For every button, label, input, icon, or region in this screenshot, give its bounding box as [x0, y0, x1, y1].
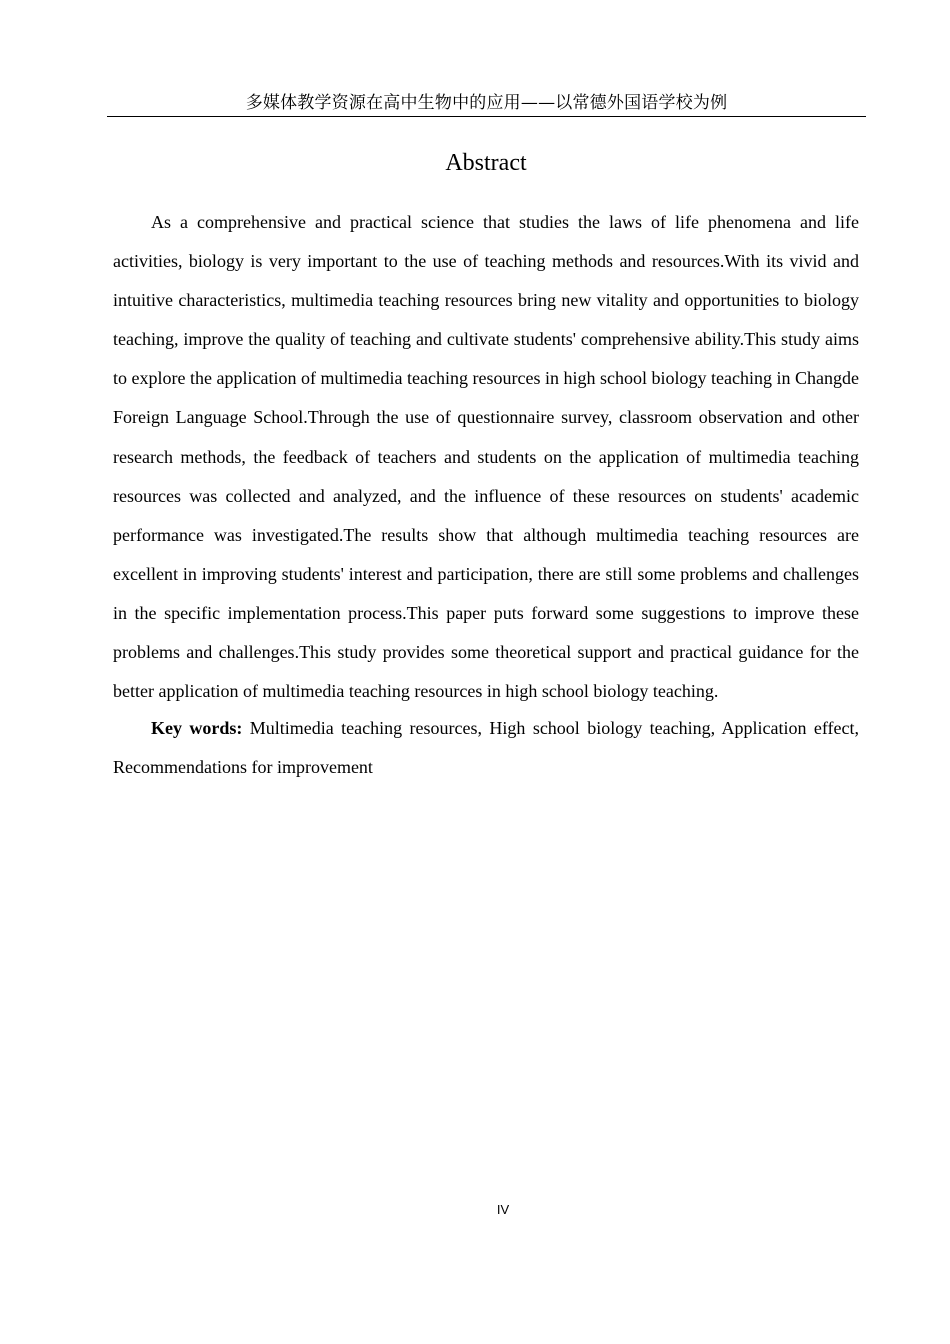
keywords-text: Multimedia teaching resources, High school biology teaching, Application effect, Recommendations for improvement [113, 718, 859, 778]
running-header-title: 多媒体教学资源在高中生物中的应用——以常德外国语学校为例 [245, 93, 728, 113]
page-number: IV [496, 1202, 510, 1217]
keywords-paragraph [113, 709, 859, 787]
running-header [107, 92, 866, 117]
keywords-label: Key words: [151, 718, 243, 739]
abstract-title: Abstract [445, 150, 527, 176]
abstract-body [113, 203, 859, 787]
abstract-paragraph: As a comprehensive and practical science that studies the laws of life phenomena and life activities, biology is very important to the use of teaching methods and resources.With its vivid and intuitive characteristics, multimedia teaching resources bring new vitality and opportunities to biology teaching, improve the quality of teaching and cultivate students' comprehensive ability.This study aims to explore the application of multimedia teaching resources in high school biology teaching in Changde Foreign Language School.Through the use of questionnaire survey, classroom observation and other research methods, the feedback of teachers and students on the application of multimedia teaching resources was collected and analyzed, and the influence of these resources on students' academic performance was investigated.The results show that although multimedia teaching resources are excellent in improving students' interest and participation, there are still some problems and challenges in the specific implementation process.This paper puts forward some suggestions to improve these problems and challenges.This study provides some theoretical support and practical guidance for the better application of multimedia teaching resources in high school biology teaching. [113, 212, 859, 702]
